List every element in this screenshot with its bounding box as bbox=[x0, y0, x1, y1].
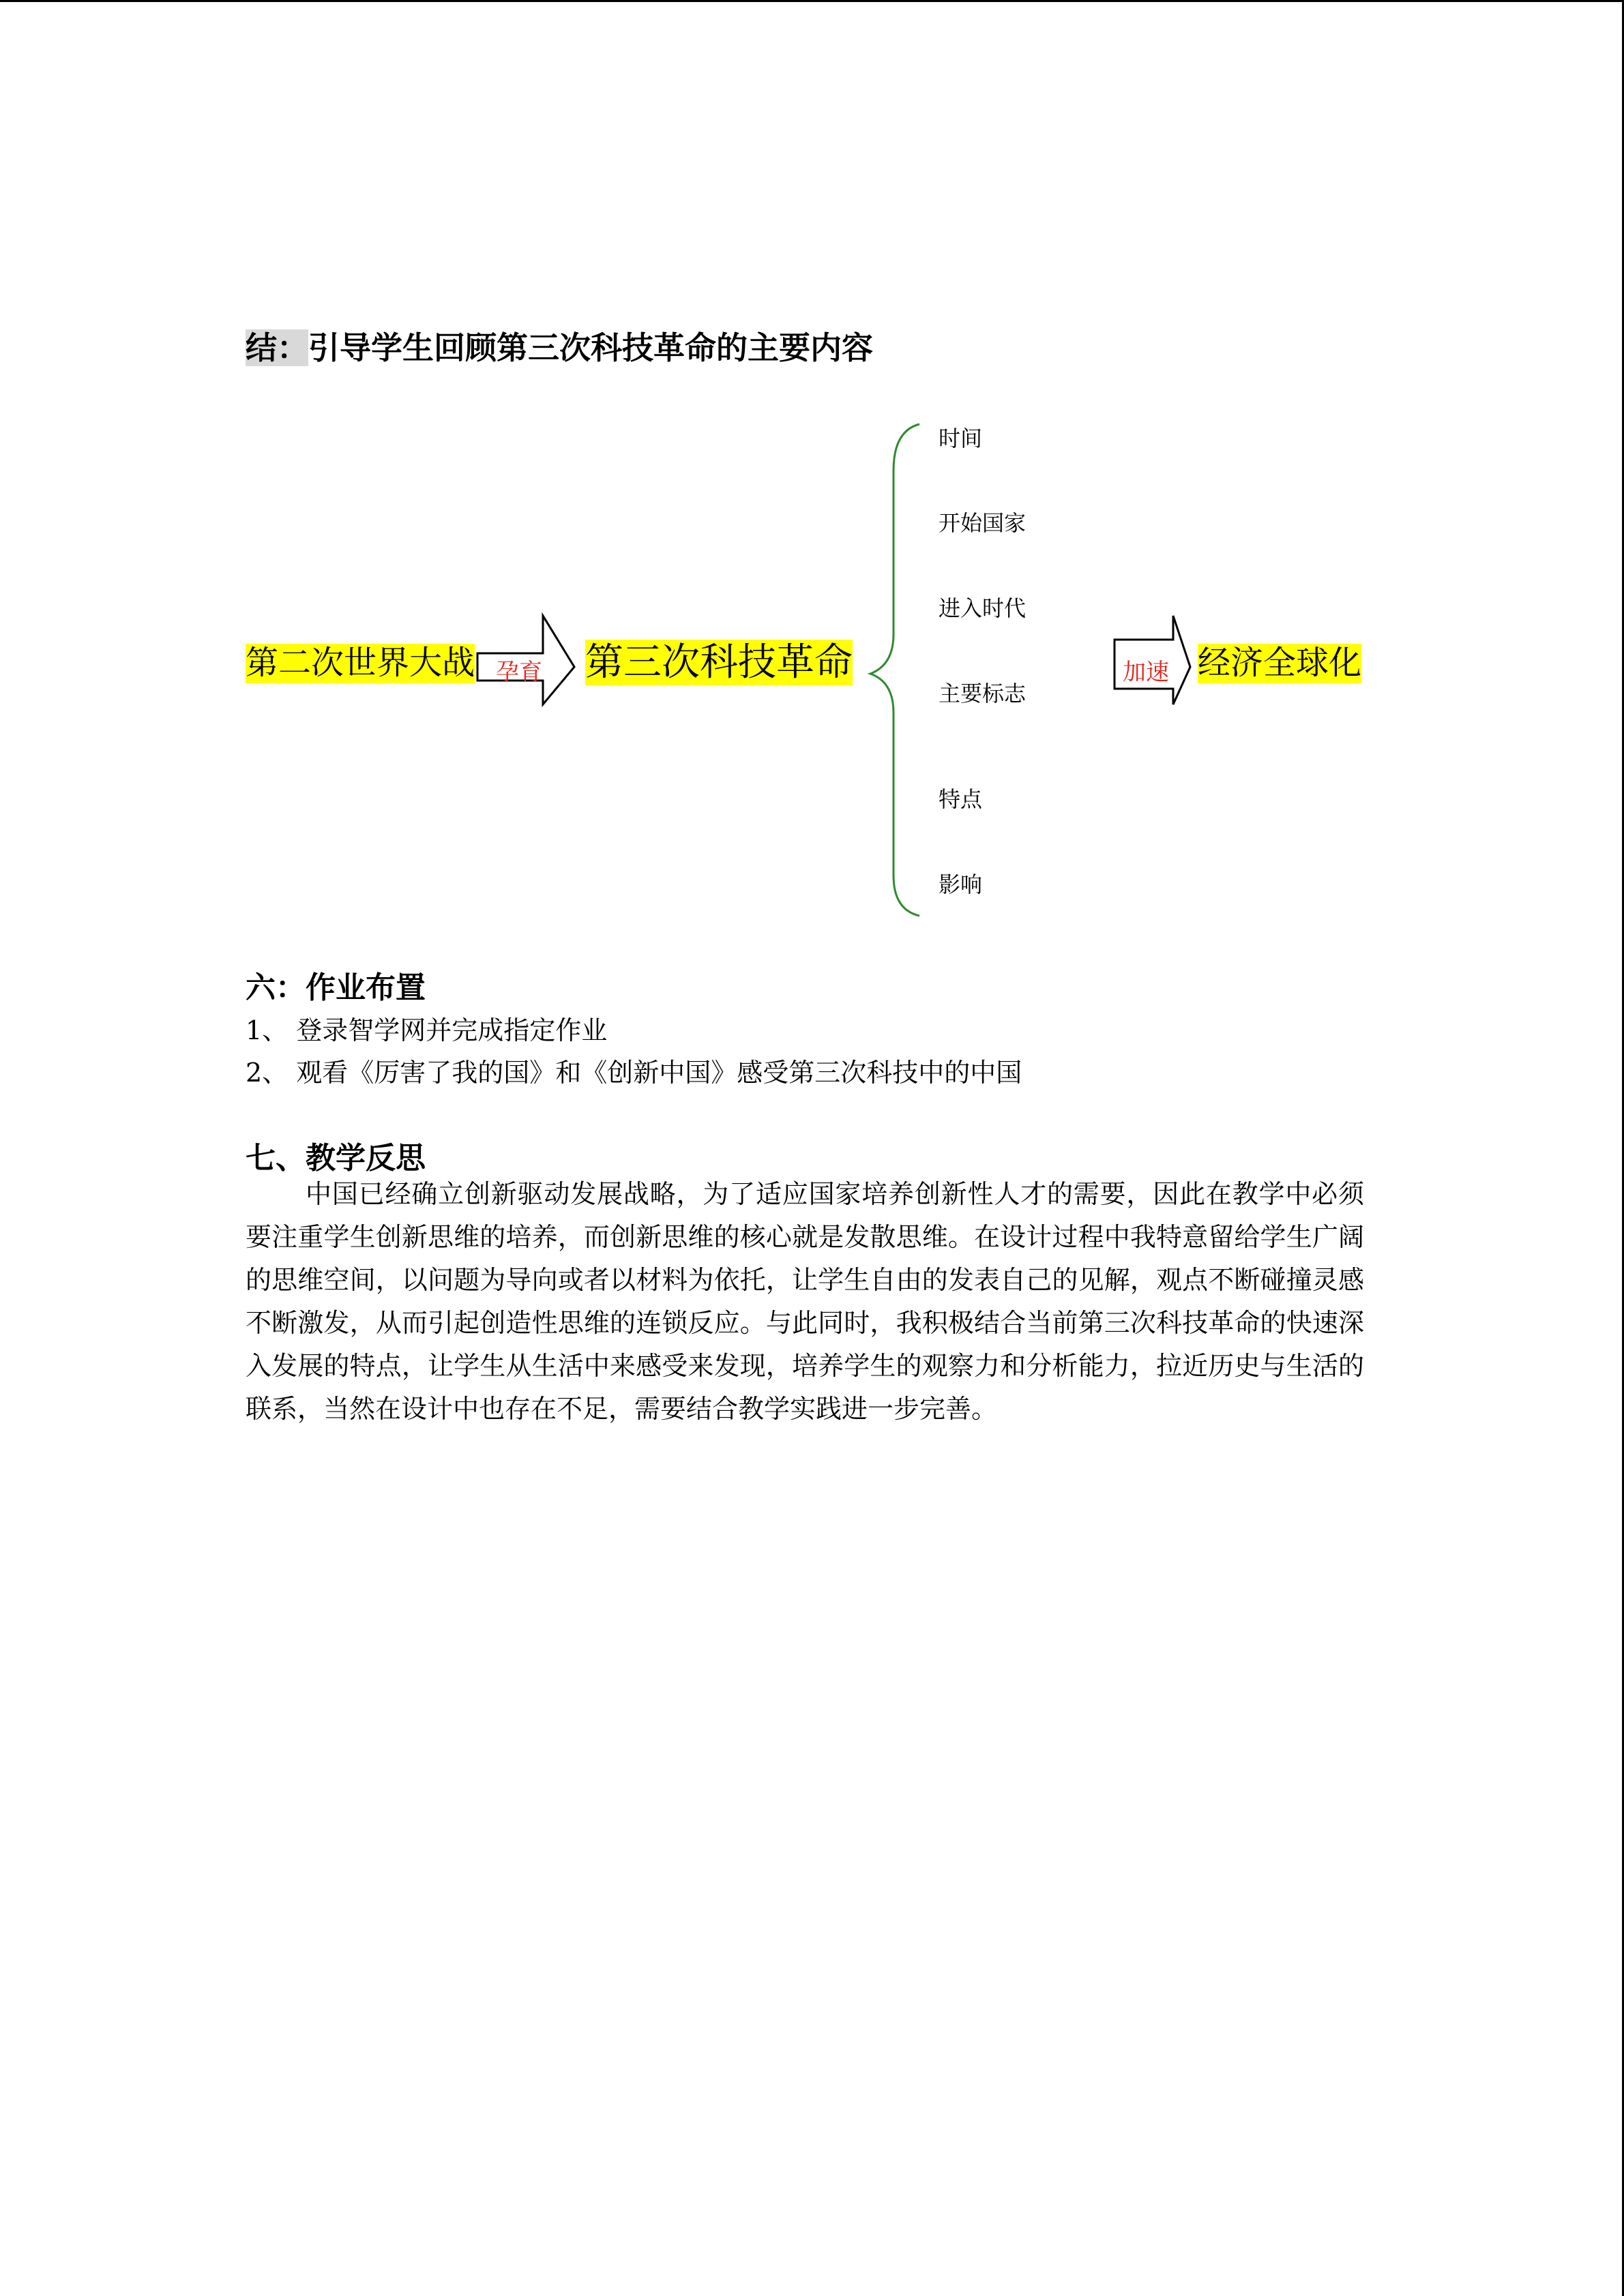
node-third-tech-revolution: 第三次科技革命 bbox=[585, 640, 853, 685]
reflection-heading: 七、教学反思 bbox=[246, 1141, 426, 1176]
branch-time: 时间 bbox=[939, 426, 983, 451]
branch-start-country: 开始国家 bbox=[939, 510, 1027, 536]
homework-heading: 六：作业布置 bbox=[246, 970, 426, 1005]
arrow-1-label: 孕育 bbox=[496, 659, 542, 686]
summary-label: 结： bbox=[246, 329, 308, 366]
node-globalization: 经济全球化 bbox=[1198, 644, 1362, 682]
branch-main-sign: 主要标志 bbox=[939, 681, 1027, 706]
branch-era: 进入时代 bbox=[939, 595, 1027, 621]
arrow-2-label: 加速 bbox=[1123, 659, 1169, 686]
summary-text: 引导学生回顾第三次科技革命的主要内容 bbox=[308, 329, 873, 366]
reflection-paragraph: 中国已经确立创新驱动发展战略，为了适应国家培养创新性人才的需要，因此在教学中必须要注重学生创新思维的培养，而创新思维的核心就是发散思维。在设计过程中我特意留给学生广阔的思维空间，以问题为导向或者以材料为依托，让学生自由的发表自己的见解，观点不断碰撞灵感不断激发，从而引起创造性思维的连锁反应。与此同时，我积极结合当前第三次科技革命的快速深入发展的特点，让学生从生活中来感受来发现，培养学生的观察力和分析能力，拉近历史与生活的联系，当然在设计中也存在不足，需要结合教学实践进一步完善。 bbox=[246, 1179, 1364, 1424]
brace-shape bbox=[870, 424, 919, 916]
branch-features: 特点 bbox=[939, 786, 983, 812]
homework-item-1: 1、 登录智学网并完成指定作业 bbox=[246, 1015, 608, 1045]
branch-impact: 影响 bbox=[939, 871, 983, 897]
node-world-war-two: 第二次世界大战 bbox=[246, 644, 475, 682]
homework-item-2: 2、 观看《厉害了我的国》和《创新中国》感受第三次科技中的中国 bbox=[246, 1058, 1022, 1088]
